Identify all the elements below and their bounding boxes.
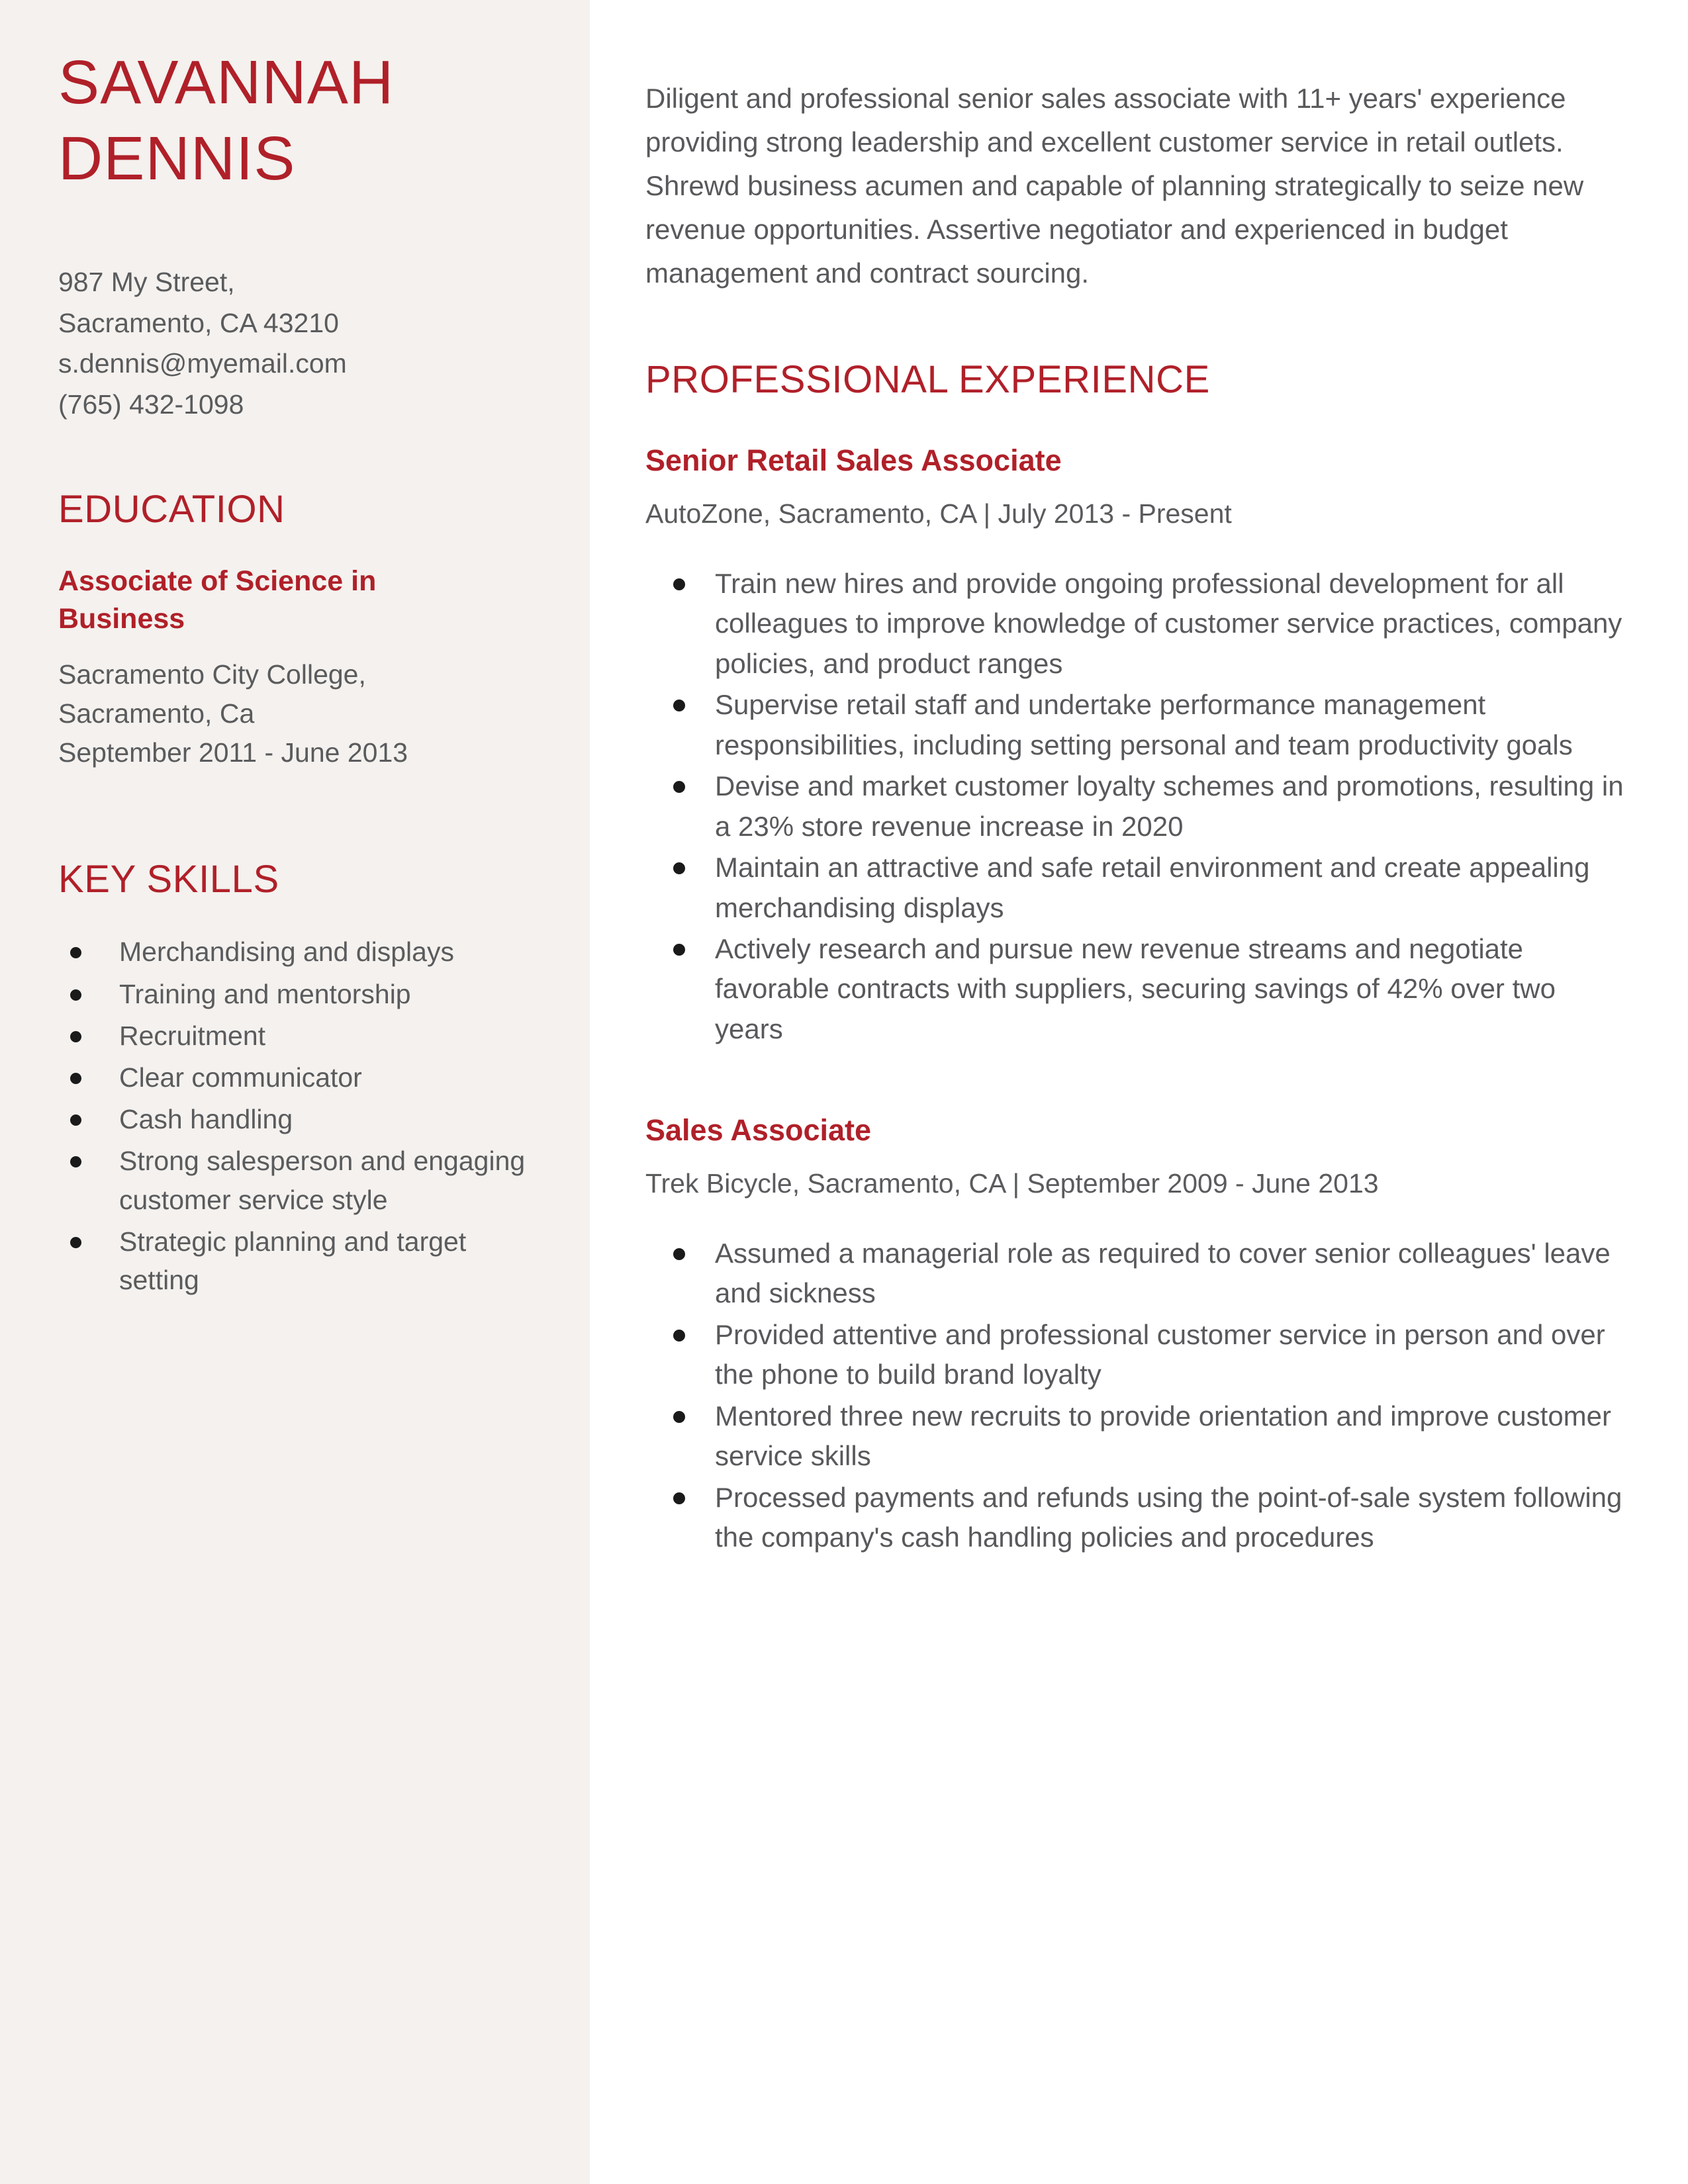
education-details [58,655,543,772]
list-item: Clear communicator [58,1058,543,1097]
address-line-2: Sacramento, CA 43210 [58,307,339,338]
address-line-1: 987 My Street, [58,267,235,297]
email-address[interactable]: s.dennis@myemail.com [58,348,347,379]
job-title: Sales Associate [645,1113,872,1148]
list-item: Strong salesperson and engaging customer service style [58,1142,543,1218]
list-item: Train new hires and provide ongoing professional development for all colleagues to improve knowledge of customer service practices, company policies, and product ranges [645,564,1625,684]
job-responsibilities-list [645,564,1625,1050]
contact-block [58,262,543,425]
list-item: Merchandising and displays [58,933,543,971]
education-location: Sacramento, Ca [58,698,255,729]
list-item: Training and mentorship [58,975,543,1013]
phone-number[interactable]: (765) 432-1098 [58,388,244,420]
last-name: DENNIS [58,124,296,193]
education-institution: Sacramento City College, [58,659,366,690]
list-item: Cash handling [58,1100,543,1138]
list-item: Processed payments and refunds using the point-of-sale system following the company's cash handling policies and procedures [645,1478,1625,1558]
professional-experience-heading: PROFESSIONAL EXPERIENCE [645,357,1210,401]
sidebar [0,0,590,2184]
list-item: Strategic planning and target setting [58,1222,543,1299]
experience-entry-1 [645,443,1625,1049]
experience-entry-2 [645,1113,1625,1557]
job-responsibilities-list [645,1234,1625,1558]
list-item: Assumed a managerial role as required to cover senior colleagues' leave and sickness [645,1234,1625,1314]
list-item: Actively research and pursue new revenue streams and negotiate favorable contracts with suppliers, securing savings of 42% over two years [645,929,1625,1049]
key-skills-list [58,933,543,1299]
list-item: Provided attentive and professional customer service in person and over the phone to build brand loyalty [645,1315,1625,1395]
list-item: Supervise retail staff and undertake performance management responsibilities, including setting personal and team productivity goals [645,685,1625,765]
list-item: Devise and market customer loyalty schemes and promotions, resulting in a 23% store revenue increase in 2020 [645,766,1625,846]
list-item: Maintain an attractive and safe retail environment and create appealing merchandising displays [645,848,1625,928]
first-name: SAVANNAH [58,48,395,116]
job-meta: AutoZone, Sacramento, CA | July 2013 - Present [645,498,1232,529]
candidate-name [58,48,543,193]
education-dates: September 2011 - June 2013 [58,737,408,768]
main-column [590,0,1688,2184]
education-degree: Associate of Science in Business [58,565,377,635]
job-title: Senior Retail Sales Associate [645,443,1062,478]
professional-summary: Diligent and professional senior sales associate with 11+ years' experience providing strong leadership and excellent customer service in retail outlets. Shrewd business acumen and capable of planning strategically to seize new revenue opportunities. Assertive negotiator and experienced in budget management and contract sourcing. [645,83,1584,289]
list-item: Recruitment [58,1017,543,1055]
list-item: Mentored three new recruits to provide orientation and improve customer service skills [645,1396,1625,1477]
key-skills-heading: KEY SKILLS [58,858,279,901]
job-meta: Trek Bicycle, Sacramento, CA | September 2009 - June 2013 [645,1168,1379,1199]
education-heading: EDUCATION [58,488,285,531]
